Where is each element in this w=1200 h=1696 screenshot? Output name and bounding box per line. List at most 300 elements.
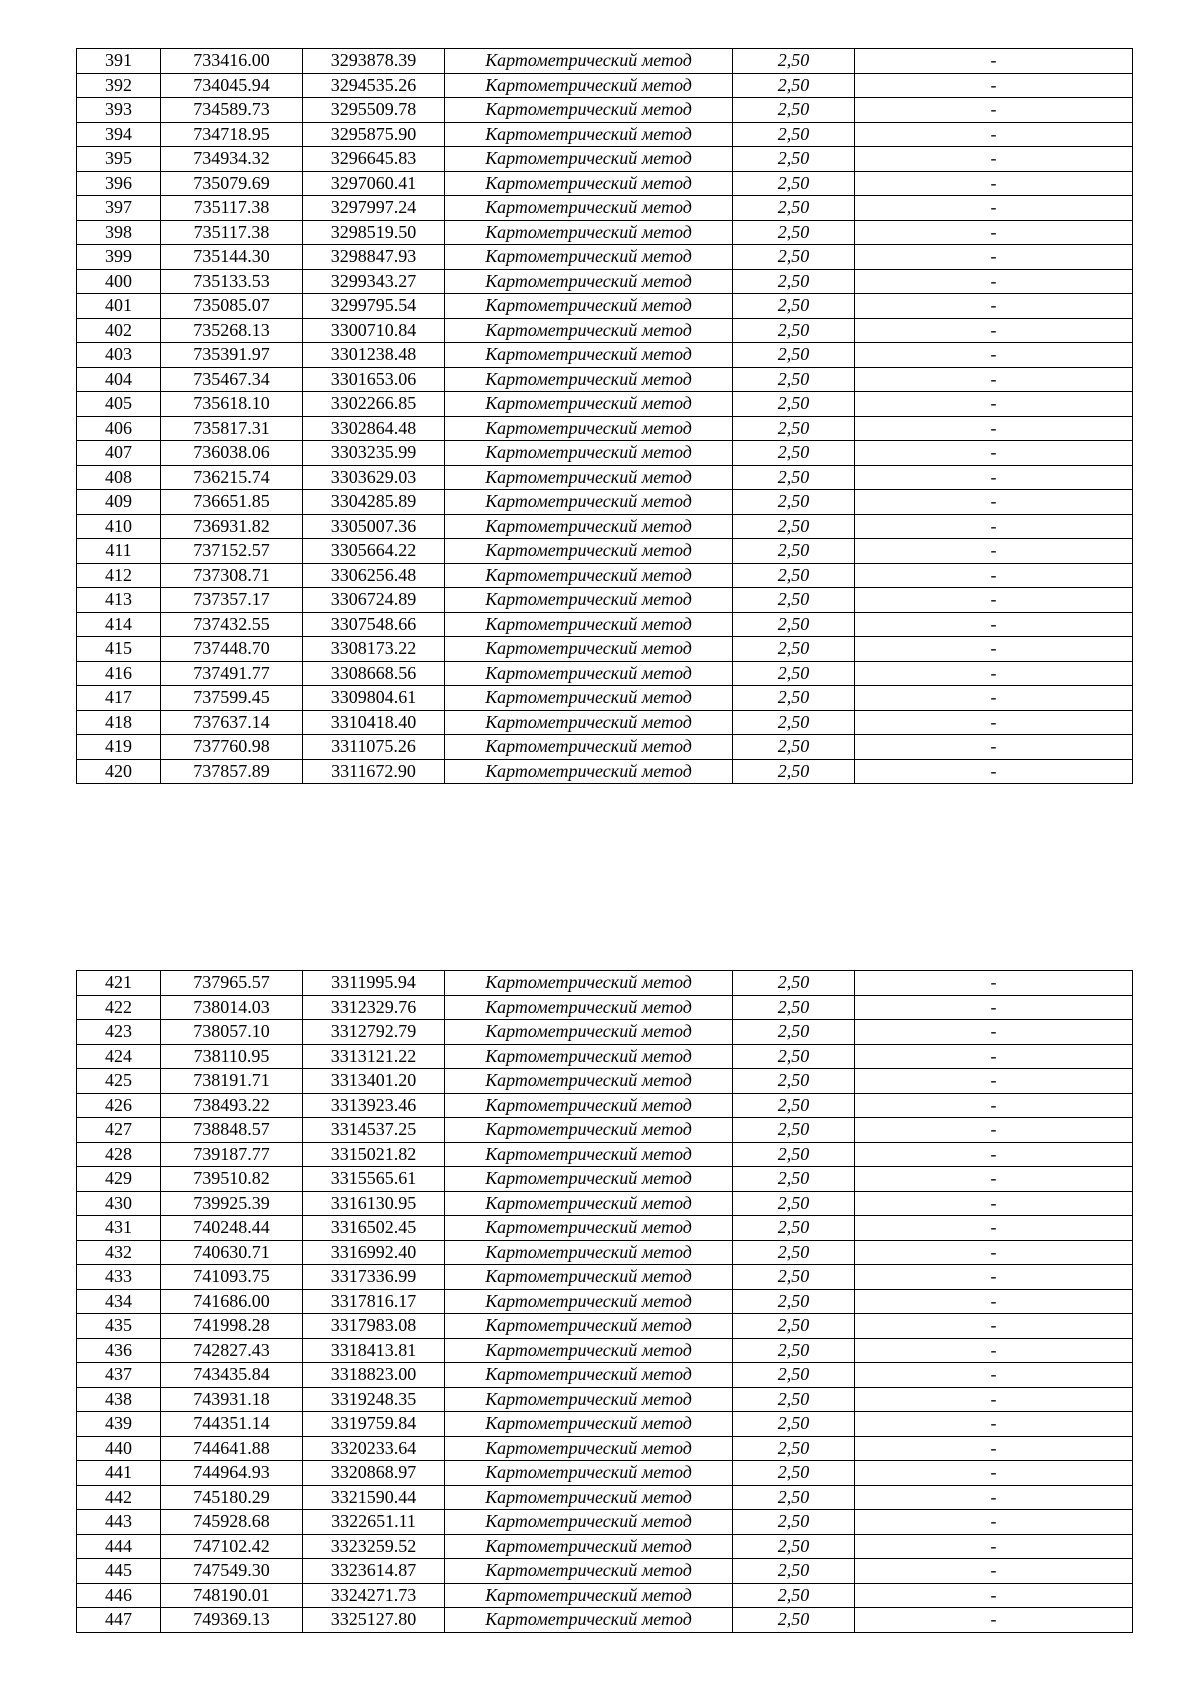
table-row: [77, 1265, 1133, 1290]
description-cell: -: [855, 686, 1133, 711]
description-cell: -: [855, 539, 1133, 564]
point-number-cell: 423: [77, 1020, 161, 1045]
method-cell: Картометрический метод: [445, 1461, 733, 1486]
y-coordinate-cell: 3323614.87: [303, 1559, 445, 1584]
y-coordinate-cell: 3320233.64: [303, 1436, 445, 1461]
x-coordinate-cell: 737857.89: [161, 759, 303, 784]
x-coordinate-cell: 735618.10: [161, 392, 303, 417]
method-cell: Картометрический метод: [445, 416, 733, 441]
x-coordinate-cell: 748190.01: [161, 1583, 303, 1608]
description-cell: -: [855, 269, 1133, 294]
description-cell: -: [855, 343, 1133, 368]
table-row: [77, 416, 1133, 441]
point-number-cell: 419: [77, 735, 161, 760]
table-row: [77, 1289, 1133, 1314]
x-coordinate-cell: 737637.14: [161, 710, 303, 735]
point-number-cell: 442: [77, 1485, 161, 1510]
y-coordinate-cell: 3323259.52: [303, 1534, 445, 1559]
x-coordinate-cell: 744964.93: [161, 1461, 303, 1486]
accuracy-cell: 2,50: [733, 612, 855, 637]
description-cell: -: [855, 1534, 1133, 1559]
point-number-cell: 421: [77, 971, 161, 996]
point-number-cell: 412: [77, 563, 161, 588]
y-coordinate-cell: 3316992.40: [303, 1240, 445, 1265]
method-cell: Картометрический метод: [445, 122, 733, 147]
method-cell: Картометрический метод: [445, 1069, 733, 1094]
description-cell: -: [855, 490, 1133, 515]
description-cell: -: [855, 1363, 1133, 1388]
y-coordinate-cell: 3320868.97: [303, 1461, 445, 1486]
point-number-cell: 396: [77, 171, 161, 196]
table-row: [77, 1387, 1133, 1412]
method-cell: Картометрический метод: [445, 971, 733, 996]
table-row: [77, 1093, 1133, 1118]
y-coordinate-cell: 3315565.61: [303, 1167, 445, 1192]
method-cell: Картометрический метод: [445, 1412, 733, 1437]
accuracy-cell: 2,50: [733, 1338, 855, 1363]
x-coordinate-cell: 742827.43: [161, 1338, 303, 1363]
y-coordinate-cell: 3321590.44: [303, 1485, 445, 1510]
description-cell: -: [855, 1240, 1133, 1265]
point-number-cell: 410: [77, 514, 161, 539]
x-coordinate-cell: 739510.82: [161, 1167, 303, 1192]
accuracy-cell: 2,50: [733, 1142, 855, 1167]
description-cell: -: [855, 1559, 1133, 1584]
description-cell: -: [855, 1387, 1133, 1412]
accuracy-cell: 2,50: [733, 416, 855, 441]
point-number-cell: 418: [77, 710, 161, 735]
y-coordinate-cell: 3303235.99: [303, 441, 445, 466]
method-cell: Картометрический метод: [445, 196, 733, 221]
method-cell: Картометрический метод: [445, 1240, 733, 1265]
accuracy-cell: 2,50: [733, 1412, 855, 1437]
point-number-cell: 404: [77, 367, 161, 392]
y-coordinate-cell: 3324271.73: [303, 1583, 445, 1608]
x-coordinate-cell: 737308.71: [161, 563, 303, 588]
method-cell: Картометрический метод: [445, 1167, 733, 1192]
y-coordinate-cell: 3307548.66: [303, 612, 445, 637]
point-number-cell: 428: [77, 1142, 161, 1167]
method-cell: Картометрический метод: [445, 661, 733, 686]
x-coordinate-cell: 738191.71: [161, 1069, 303, 1094]
method-cell: Картометрический метод: [445, 73, 733, 98]
accuracy-cell: 2,50: [733, 490, 855, 515]
y-coordinate-cell: 3301653.06: [303, 367, 445, 392]
description-cell: -: [855, 1069, 1133, 1094]
description-cell: -: [855, 1142, 1133, 1167]
table-row: [77, 539, 1133, 564]
table-row: [77, 995, 1133, 1020]
x-coordinate-cell: 736215.74: [161, 465, 303, 490]
description-cell: -: [855, 588, 1133, 613]
point-number-cell: 434: [77, 1289, 161, 1314]
accuracy-cell: 2,50: [733, 563, 855, 588]
accuracy-cell: 2,50: [733, 735, 855, 760]
description-cell: -: [855, 759, 1133, 784]
table-row: [77, 710, 1133, 735]
point-number-cell: 409: [77, 490, 161, 515]
table-row: [77, 759, 1133, 784]
accuracy-cell: 2,50: [733, 1044, 855, 1069]
table-row: [77, 1559, 1133, 1584]
x-coordinate-cell: 737760.98: [161, 735, 303, 760]
method-cell: Картометрический метод: [445, 710, 733, 735]
x-coordinate-cell: 738848.57: [161, 1118, 303, 1143]
table-row: [77, 122, 1133, 147]
table-row: [77, 1412, 1133, 1437]
method-cell: Картометрический метод: [445, 1583, 733, 1608]
x-coordinate-cell: 747549.30: [161, 1559, 303, 1584]
table-row: [77, 171, 1133, 196]
method-cell: Картометрический метод: [445, 1142, 733, 1167]
method-cell: Картометрический метод: [445, 245, 733, 270]
point-number-cell: 432: [77, 1240, 161, 1265]
y-coordinate-cell: 3312792.79: [303, 1020, 445, 1045]
table-row: [77, 637, 1133, 662]
y-coordinate-cell: 3298847.93: [303, 245, 445, 270]
accuracy-cell: 2,50: [733, 98, 855, 123]
description-cell: -: [855, 1265, 1133, 1290]
table-row: [77, 465, 1133, 490]
x-coordinate-cell: 735117.38: [161, 196, 303, 221]
accuracy-cell: 2,50: [733, 995, 855, 1020]
x-coordinate-cell: 735079.69: [161, 171, 303, 196]
method-cell: Картометрический метод: [445, 294, 733, 319]
y-coordinate-cell: 3317983.08: [303, 1314, 445, 1339]
accuracy-cell: 2,50: [733, 1240, 855, 1265]
y-coordinate-cell: 3319248.35: [303, 1387, 445, 1412]
description-cell: -: [855, 1020, 1133, 1045]
accuracy-cell: 2,50: [733, 367, 855, 392]
x-coordinate-cell: 737965.57: [161, 971, 303, 996]
table-row: [77, 490, 1133, 515]
accuracy-cell: 2,50: [733, 220, 855, 245]
coordinates-table-1: [76, 48, 1133, 784]
accuracy-cell: 2,50: [733, 661, 855, 686]
description-cell: -: [855, 1461, 1133, 1486]
point-number-cell: 395: [77, 147, 161, 172]
table-row: [77, 49, 1133, 74]
x-coordinate-cell: 736651.85: [161, 490, 303, 515]
accuracy-cell: 2,50: [733, 1191, 855, 1216]
y-coordinate-cell: 3313923.46: [303, 1093, 445, 1118]
table-row: [77, 1583, 1133, 1608]
description-cell: -: [855, 735, 1133, 760]
accuracy-cell: 2,50: [733, 392, 855, 417]
x-coordinate-cell: 734589.73: [161, 98, 303, 123]
x-coordinate-cell: 737432.55: [161, 612, 303, 637]
description-cell: -: [855, 318, 1133, 343]
method-cell: Картометрический метод: [445, 1436, 733, 1461]
table-row: [77, 1363, 1133, 1388]
method-cell: Картометрический метод: [445, 1338, 733, 1363]
table-row: [77, 343, 1133, 368]
y-coordinate-cell: 3325127.80: [303, 1608, 445, 1633]
x-coordinate-cell: 739187.77: [161, 1142, 303, 1167]
description-cell: -: [855, 1044, 1133, 1069]
accuracy-cell: 2,50: [733, 196, 855, 221]
point-number-cell: 397: [77, 196, 161, 221]
x-coordinate-cell: 745180.29: [161, 1485, 303, 1510]
method-cell: Картометрический метод: [445, 735, 733, 760]
y-coordinate-cell: 3314537.25: [303, 1118, 445, 1143]
description-cell: -: [855, 637, 1133, 662]
description-cell: -: [855, 416, 1133, 441]
accuracy-cell: 2,50: [733, 1387, 855, 1412]
y-coordinate-cell: 3316130.95: [303, 1191, 445, 1216]
method-cell: Картометрический метод: [445, 367, 733, 392]
point-number-cell: 435: [77, 1314, 161, 1339]
description-cell: -: [855, 73, 1133, 98]
x-coordinate-cell: 738014.03: [161, 995, 303, 1020]
point-number-cell: 444: [77, 1534, 161, 1559]
accuracy-cell: 2,50: [733, 269, 855, 294]
accuracy-cell: 2,50: [733, 1069, 855, 1094]
y-coordinate-cell: 3309804.61: [303, 686, 445, 711]
accuracy-cell: 2,50: [733, 245, 855, 270]
method-cell: Картометрический метод: [445, 539, 733, 564]
method-cell: Картометрический метод: [445, 759, 733, 784]
method-cell: Картометрический метод: [445, 220, 733, 245]
method-cell: Картометрический метод: [445, 1044, 733, 1069]
method-cell: Картометрический метод: [445, 1265, 733, 1290]
description-cell: -: [855, 98, 1133, 123]
method-cell: Картометрический метод: [445, 514, 733, 539]
x-coordinate-cell: 735268.13: [161, 318, 303, 343]
accuracy-cell: 2,50: [733, 171, 855, 196]
description-cell: -: [855, 1167, 1133, 1192]
point-number-cell: 437: [77, 1363, 161, 1388]
description-cell: -: [855, 995, 1133, 1020]
point-number-cell: 420: [77, 759, 161, 784]
method-cell: Картометрический метод: [445, 98, 733, 123]
x-coordinate-cell: 744351.14: [161, 1412, 303, 1437]
point-number-cell: 401: [77, 294, 161, 319]
y-coordinate-cell: 3299343.27: [303, 269, 445, 294]
x-coordinate-cell: 736931.82: [161, 514, 303, 539]
method-cell: Картометрический метод: [445, 637, 733, 662]
x-coordinate-cell: 737357.17: [161, 588, 303, 613]
method-cell: Картометрический метод: [445, 1387, 733, 1412]
description-cell: -: [855, 465, 1133, 490]
description-cell: -: [855, 392, 1133, 417]
point-number-cell: 433: [77, 1265, 161, 1290]
description-cell: -: [855, 49, 1133, 74]
x-coordinate-cell: 734934.32: [161, 147, 303, 172]
y-coordinate-cell: 3302266.85: [303, 392, 445, 417]
accuracy-cell: 2,50: [733, 343, 855, 368]
method-cell: Картометрический метод: [445, 1289, 733, 1314]
y-coordinate-cell: 3304285.89: [303, 490, 445, 515]
x-coordinate-cell: 735085.07: [161, 294, 303, 319]
point-number-cell: 426: [77, 1093, 161, 1118]
y-coordinate-cell: 3313121.22: [303, 1044, 445, 1069]
x-coordinate-cell: 741093.75: [161, 1265, 303, 1290]
description-cell: -: [855, 612, 1133, 637]
accuracy-cell: 2,50: [733, 686, 855, 711]
point-number-cell: 445: [77, 1559, 161, 1584]
table-row: [77, 971, 1133, 996]
description-cell: -: [855, 171, 1133, 196]
point-number-cell: 391: [77, 49, 161, 74]
point-number-cell: 417: [77, 686, 161, 711]
method-cell: Картометрический метод: [445, 1485, 733, 1510]
method-cell: Картометрический метод: [445, 1191, 733, 1216]
method-cell: Картометрический метод: [445, 49, 733, 74]
accuracy-cell: 2,50: [733, 49, 855, 74]
method-cell: Картометрический метод: [445, 1608, 733, 1633]
x-coordinate-cell: 745928.68: [161, 1510, 303, 1535]
method-cell: Картометрический метод: [445, 269, 733, 294]
description-cell: -: [855, 514, 1133, 539]
point-number-cell: 407: [77, 441, 161, 466]
y-coordinate-cell: 3300710.84: [303, 318, 445, 343]
x-coordinate-cell: 735817.31: [161, 416, 303, 441]
x-coordinate-cell: 739925.39: [161, 1191, 303, 1216]
table-row: [77, 1485, 1133, 1510]
y-coordinate-cell: 3299795.54: [303, 294, 445, 319]
y-coordinate-cell: 3317816.17: [303, 1289, 445, 1314]
x-coordinate-cell: 735144.30: [161, 245, 303, 270]
point-number-cell: 429: [77, 1167, 161, 1192]
x-coordinate-cell: 735117.38: [161, 220, 303, 245]
y-coordinate-cell: 3305664.22: [303, 539, 445, 564]
description-cell: -: [855, 122, 1133, 147]
accuracy-cell: 2,50: [733, 1167, 855, 1192]
accuracy-cell: 2,50: [733, 1608, 855, 1633]
y-coordinate-cell: 3308173.22: [303, 637, 445, 662]
method-cell: Картометрический метод: [445, 392, 733, 417]
x-coordinate-cell: 740630.71: [161, 1240, 303, 1265]
y-coordinate-cell: 3302864.48: [303, 416, 445, 441]
description-cell: -: [855, 220, 1133, 245]
table-row: [77, 588, 1133, 613]
table-row: [77, 1142, 1133, 1167]
x-coordinate-cell: 733416.00: [161, 49, 303, 74]
accuracy-cell: 2,50: [733, 1314, 855, 1339]
table-row: [77, 1461, 1133, 1486]
table-row: [77, 1167, 1133, 1192]
description-cell: -: [855, 1118, 1133, 1143]
point-number-cell: 405: [77, 392, 161, 417]
y-coordinate-cell: 3297060.41: [303, 171, 445, 196]
y-coordinate-cell: 3305007.36: [303, 514, 445, 539]
method-cell: Картометрический метод: [445, 490, 733, 515]
accuracy-cell: 2,50: [733, 147, 855, 172]
table-row: [77, 441, 1133, 466]
method-cell: Картометрический метод: [445, 441, 733, 466]
y-coordinate-cell: 3316502.45: [303, 1216, 445, 1241]
table-row: [77, 1191, 1133, 1216]
table-row: [77, 1436, 1133, 1461]
point-number-cell: 430: [77, 1191, 161, 1216]
x-coordinate-cell: 738493.22: [161, 1093, 303, 1118]
method-cell: Картометрический метод: [445, 465, 733, 490]
y-coordinate-cell: 3293878.39: [303, 49, 445, 74]
point-number-cell: 422: [77, 995, 161, 1020]
y-coordinate-cell: 3318823.00: [303, 1363, 445, 1388]
accuracy-cell: 2,50: [733, 1020, 855, 1045]
y-coordinate-cell: 3306256.48: [303, 563, 445, 588]
accuracy-cell: 2,50: [733, 588, 855, 613]
x-coordinate-cell: 736038.06: [161, 441, 303, 466]
method-cell: Картометрический метод: [445, 686, 733, 711]
table-row: [77, 367, 1133, 392]
y-coordinate-cell: 3310418.40: [303, 710, 445, 735]
x-coordinate-cell: 749369.13: [161, 1608, 303, 1633]
point-number-cell: 414: [77, 612, 161, 637]
y-coordinate-cell: 3313401.20: [303, 1069, 445, 1094]
table-row: [77, 1510, 1133, 1535]
point-number-cell: 439: [77, 1412, 161, 1437]
point-number-cell: 398: [77, 220, 161, 245]
accuracy-cell: 2,50: [733, 1363, 855, 1388]
table-row: [77, 1534, 1133, 1559]
point-number-cell: 425: [77, 1069, 161, 1094]
point-number-cell: 440: [77, 1436, 161, 1461]
accuracy-cell: 2,50: [733, 759, 855, 784]
x-coordinate-cell: 734045.94: [161, 73, 303, 98]
point-number-cell: 416: [77, 661, 161, 686]
table-row: [77, 98, 1133, 123]
table-row: [77, 245, 1133, 270]
table-row: [77, 196, 1133, 221]
table-row: [77, 318, 1133, 343]
point-number-cell: 403: [77, 343, 161, 368]
point-number-cell: 441: [77, 1461, 161, 1486]
y-coordinate-cell: 3319759.84: [303, 1412, 445, 1437]
table-body: [77, 971, 1133, 1633]
accuracy-cell: 2,50: [733, 637, 855, 662]
method-cell: Картометрический метод: [445, 171, 733, 196]
y-coordinate-cell: 3297997.24: [303, 196, 445, 221]
description-cell: -: [855, 1289, 1133, 1314]
y-coordinate-cell: 3303629.03: [303, 465, 445, 490]
description-cell: -: [855, 1436, 1133, 1461]
description-cell: -: [855, 1191, 1133, 1216]
y-coordinate-cell: 3312329.76: [303, 995, 445, 1020]
x-coordinate-cell: 741686.00: [161, 1289, 303, 1314]
method-cell: Картометрический метод: [445, 563, 733, 588]
x-coordinate-cell: 747102.42: [161, 1534, 303, 1559]
y-coordinate-cell: 3295509.78: [303, 98, 445, 123]
point-number-cell: 431: [77, 1216, 161, 1241]
method-cell: Картометрический метод: [445, 1510, 733, 1535]
description-cell: -: [855, 1412, 1133, 1437]
y-coordinate-cell: 3308668.56: [303, 661, 445, 686]
method-cell: Картометрический метод: [445, 1118, 733, 1143]
x-coordinate-cell: 737491.77: [161, 661, 303, 686]
description-cell: -: [855, 710, 1133, 735]
description-cell: -: [855, 563, 1133, 588]
accuracy-cell: 2,50: [733, 1265, 855, 1290]
x-coordinate-cell: 740248.44: [161, 1216, 303, 1241]
description-cell: -: [855, 441, 1133, 466]
accuracy-cell: 2,50: [733, 1118, 855, 1143]
x-coordinate-cell: 743931.18: [161, 1387, 303, 1412]
method-cell: Картометрический метод: [445, 1216, 733, 1241]
table-row: [77, 1069, 1133, 1094]
y-coordinate-cell: 3317336.99: [303, 1265, 445, 1290]
method-cell: Картометрический метод: [445, 612, 733, 637]
table-row: [77, 1338, 1133, 1363]
point-number-cell: 415: [77, 637, 161, 662]
table-row: [77, 514, 1133, 539]
method-cell: Картометрический метод: [445, 1093, 733, 1118]
accuracy-cell: 2,50: [733, 710, 855, 735]
table-row: [77, 1314, 1133, 1339]
y-coordinate-cell: 3295875.90: [303, 122, 445, 147]
